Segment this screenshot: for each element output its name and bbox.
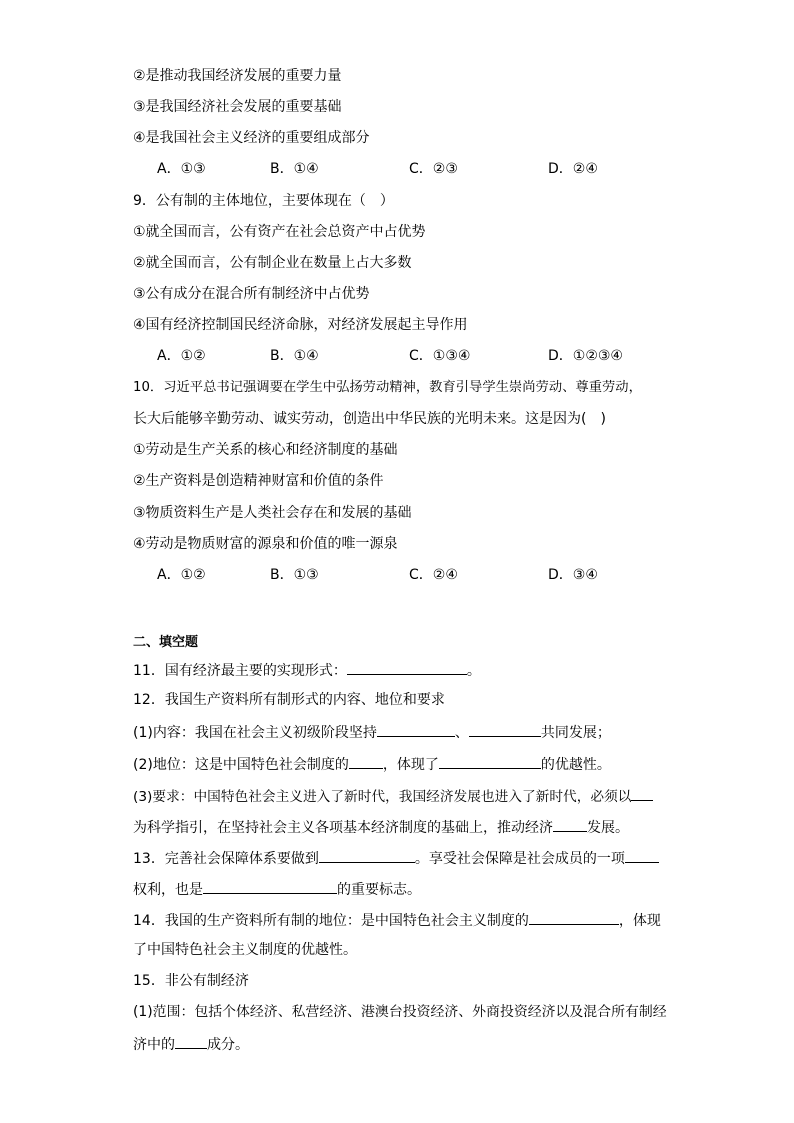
q14-blank-1[interactable]	[529, 910, 619, 925]
q9-statement-3: ③公有成分在混合所有制经济中占优势	[133, 286, 370, 302]
q14-text: 14．我国的生产资料所有制的地位：是中国特色社会主义制度的	[133, 913, 529, 929]
q12-content-text: (1)内容：我国在社会主义初级阶段坚持	[133, 725, 377, 741]
q12-requirement-end: 发展。	[587, 820, 629, 836]
q9-option-d: D．①②③④	[548, 348, 623, 364]
q13-line-1	[133, 848, 659, 868]
q12-line-1	[133, 722, 611, 742]
q9-option-a: A．①②	[157, 348, 206, 364]
q12-line-2	[133, 754, 611, 774]
q10-statement-3: ③物质资料生产是人类社会存在和发展的基础	[133, 505, 412, 521]
q15-text-end: 成分。	[207, 1037, 249, 1053]
q11-line	[133, 660, 481, 680]
q15-line-2	[133, 1034, 249, 1054]
q9-option-b: B．①④	[270, 348, 319, 364]
q12-blank-2[interactable]	[469, 722, 541, 737]
q12-line-4	[133, 817, 629, 837]
q12-blank-5[interactable]	[631, 786, 653, 801]
q13-text-mid: 。享受社会保障是社会成员的一项	[414, 851, 625, 867]
section-heading-fill-in: 二、填空题	[133, 635, 199, 650]
q8-option-c: C．②③	[409, 161, 458, 177]
q12-blank-1[interactable]	[377, 722, 455, 737]
q12-blank-6[interactable]	[553, 817, 587, 832]
q15-line-1: (1)范围：包括个体经济、私营经济、港澳台投资经济、外商投资经济以及混合所有制经	[133, 1004, 667, 1020]
q8-statement-4: ④是我国社会主义经济的重要组成部分	[133, 130, 370, 146]
q12-content-end: 共同发展；	[540, 725, 611, 741]
q12-line-3	[133, 786, 653, 806]
q12-requirement-text: (3)要求：中国特色社会主义进入了新时代，我国经济发展也进入了新时代，必须以	[133, 789, 632, 805]
q8-option-b: B．①④	[270, 161, 319, 177]
q10-statement-4: ④劳动是物质财富的源泉和价值的唯一源泉	[133, 536, 398, 552]
q11-text: 11．国有经济最主要的实现形式：	[133, 663, 347, 679]
q8-option-d: D．②④	[548, 161, 598, 177]
q10-stem-line-1: 10．习近平总书记强调要在学生中弘扬劳动精神，教育引导学生崇尚劳动、尊重劳动，	[133, 380, 642, 395]
q13-blank-2[interactable]	[625, 848, 659, 863]
q9-statement-1: ①就全国而言，公有资产在社会总资产中占优势	[133, 224, 426, 240]
q13-blank-3[interactable]	[203, 879, 337, 894]
q8-option-a: A．①③	[157, 161, 206, 177]
q12-blank-4[interactable]	[439, 754, 541, 769]
q15-blank-1[interactable]	[175, 1034, 207, 1049]
q10-stem-line-2: 长大后能够辛勤劳动、诚实劳动，创造出中华民族的光明未来。这是因为( )	[133, 411, 606, 427]
q10-statement-1: ①劳动是生产关系的核心和经济制度的基础	[133, 442, 398, 458]
q9-option-c: C．①③④	[409, 348, 471, 364]
q11-answer-blank[interactable]	[347, 660, 467, 675]
q15-text: 济中的	[133, 1037, 175, 1053]
q14-line-2: 了中国特色社会主义制度的优越性。	[133, 942, 357, 958]
q14-text-mid: ，体现	[618, 913, 661, 929]
q11-end: 。	[466, 663, 481, 679]
q13-line-2	[133, 879, 421, 899]
q14-line-1	[133, 910, 661, 930]
q8-statement-3: ③是我国经济社会发展的重要基础	[133, 99, 342, 115]
q9-statement-4: ④国有经济控制国民经济命脉，对经济发展起主导作用	[133, 317, 468, 333]
q13-blank-1[interactable]	[319, 848, 415, 863]
q10-option-c: C．②④	[409, 567, 458, 583]
q12-stem: 12．我国生产资料所有制形式的内容、地位和要求	[133, 692, 445, 708]
q10-statement-2: ②生产资料是创造精神财富和价值的条件	[133, 473, 384, 489]
q12-status-text: (2)地位：这是中国特色社会制度的	[133, 757, 349, 773]
q10-option-d: D．③④	[548, 567, 598, 583]
q13-text-end: 的重要标志。	[337, 882, 421, 898]
q8-statement-2: ②是推动我国经济发展的重要力量	[133, 68, 342, 84]
q12-status-end: 的优越性。	[540, 757, 611, 773]
q10-option-a: A．①②	[157, 567, 206, 583]
q15-stem: 15．非公有制经济	[133, 973, 249, 989]
q12-separator: 、	[454, 725, 469, 741]
q9-stem: 9．公有制的主体地位，主要体现在（ ）	[133, 193, 394, 209]
q9-statement-2: ②就全国而言，公有制企业在数量上占大多数	[133, 255, 412, 271]
q13-text-cont: 权利，也是	[133, 882, 203, 898]
q10-option-b: B．①③	[270, 567, 319, 583]
q13-text: 13．完善社会保障体系要做到	[133, 851, 319, 867]
q12-requirement-cont: 为科学指引，在坚持社会主义各项基本经济制度的基础上，推动经济	[133, 820, 553, 836]
q12-blank-3[interactable]	[349, 754, 383, 769]
q12-status-mid: ，体现了	[382, 757, 439, 773]
